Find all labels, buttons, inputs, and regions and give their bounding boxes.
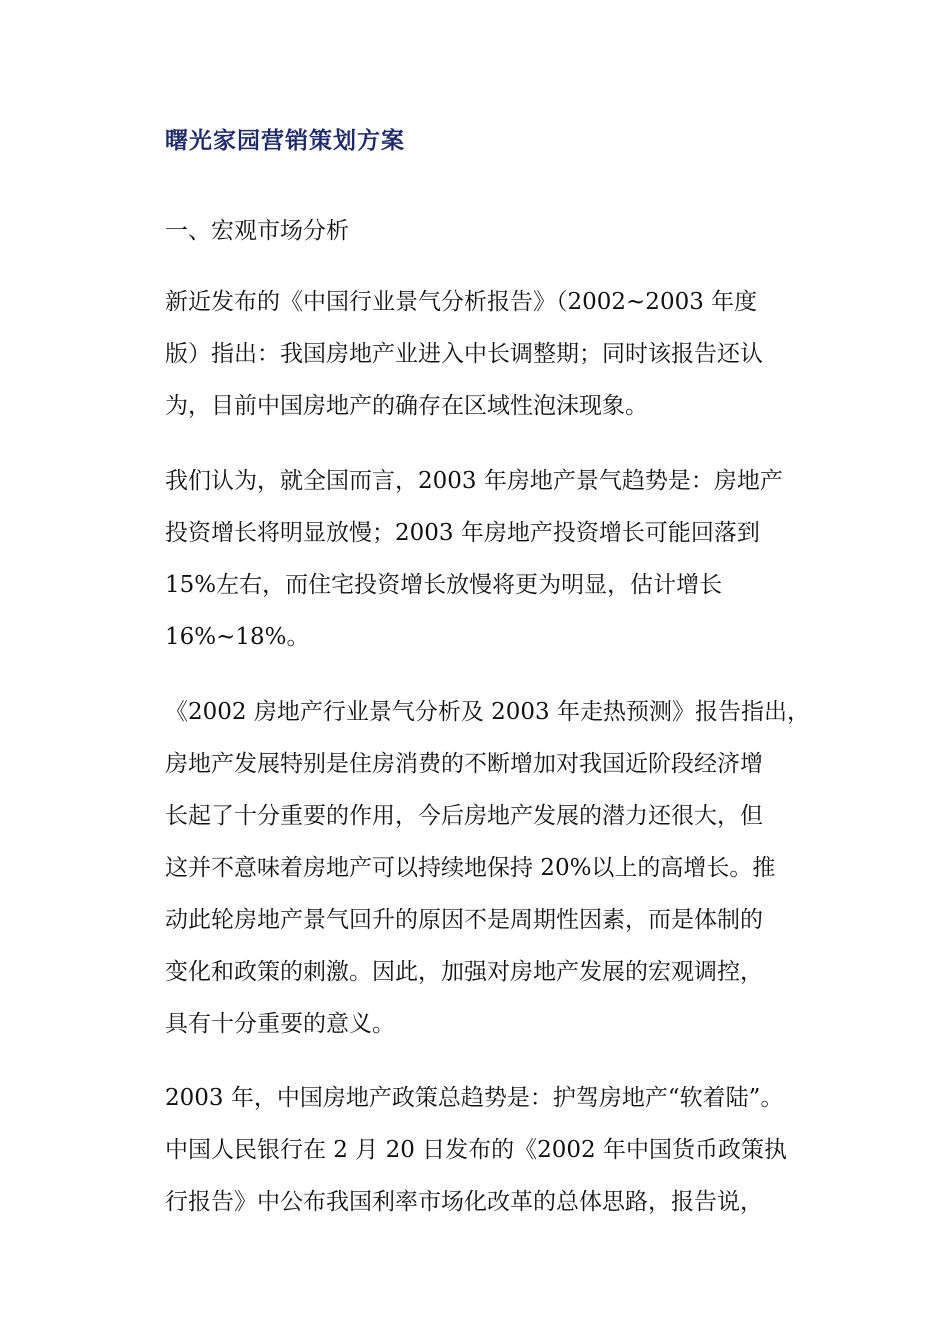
paragraph-line: 变化和政策的刺激。因此，加强对房地产发展的宏观调控， — [165, 959, 763, 985]
paragraph-line: 这并不意味着房地产可以持续地保持 20%以上的高增长。推 — [165, 855, 776, 881]
paragraph-line: 具有十分重要的意义。 — [165, 1011, 395, 1037]
paragraph-line: 16%~18%。 — [165, 624, 310, 650]
paragraph-line: 新近发布的《中国行业景气分析报告》（2002~2003 年度 — [165, 289, 758, 315]
paragraph-line: 房地产发展特别是住房消费的不断增加对我国近阶段经济增 — [165, 751, 763, 777]
paragraph-line: 行报告》中公布我国利率市场化改革的总体思路，报告说， — [165, 1189, 763, 1215]
section-heading: 一、宏观市场分析 — [165, 218, 349, 244]
paragraph-3 — [165, 686, 810, 1050]
paragraph-line: 我们认为，就全国而言，2003 年房地产景气趋势是：房地产 — [165, 468, 783, 494]
paragraph-line: 15%左右，而住宅投资增长放慢将更为明显，估计增长 — [165, 572, 723, 598]
paragraph-line: 动此轮房地产景气回升的原因不是周期性因素，而是体制的 — [165, 907, 763, 933]
paragraph-line: 为，目前中国房地产的确存在区域性泡沫现象。 — [165, 393, 648, 419]
document-title: 曙光家园营销策划方案 — [165, 127, 405, 154]
paragraph-line: 投资增长将明显放慢；2003 年房地产投资增长可能回落到 — [165, 520, 760, 546]
paragraph-4 — [165, 1072, 787, 1228]
paragraph-1 — [165, 276, 763, 432]
paragraph-line: 版）指出：我国房地产业进入中长调整期；同时该报告还认 — [165, 341, 763, 367]
paragraph-line: 长起了十分重要的作用，今后房地产发展的潜力还很大，但 — [165, 803, 763, 829]
paragraph-2 — [165, 455, 783, 663]
paragraph-line: 中国人民银行在 2 月 20 日发布的《2002 年中国货币政策执 — [165, 1137, 787, 1163]
paragraph-line: 《2002 房地产行业景气分析及 2003 年走热预测》报告指出， — [165, 699, 810, 725]
paragraph-line: 2003 年，中国房地产政策总趋势是：护驾房地产“软着陆”。 — [165, 1085, 784, 1111]
